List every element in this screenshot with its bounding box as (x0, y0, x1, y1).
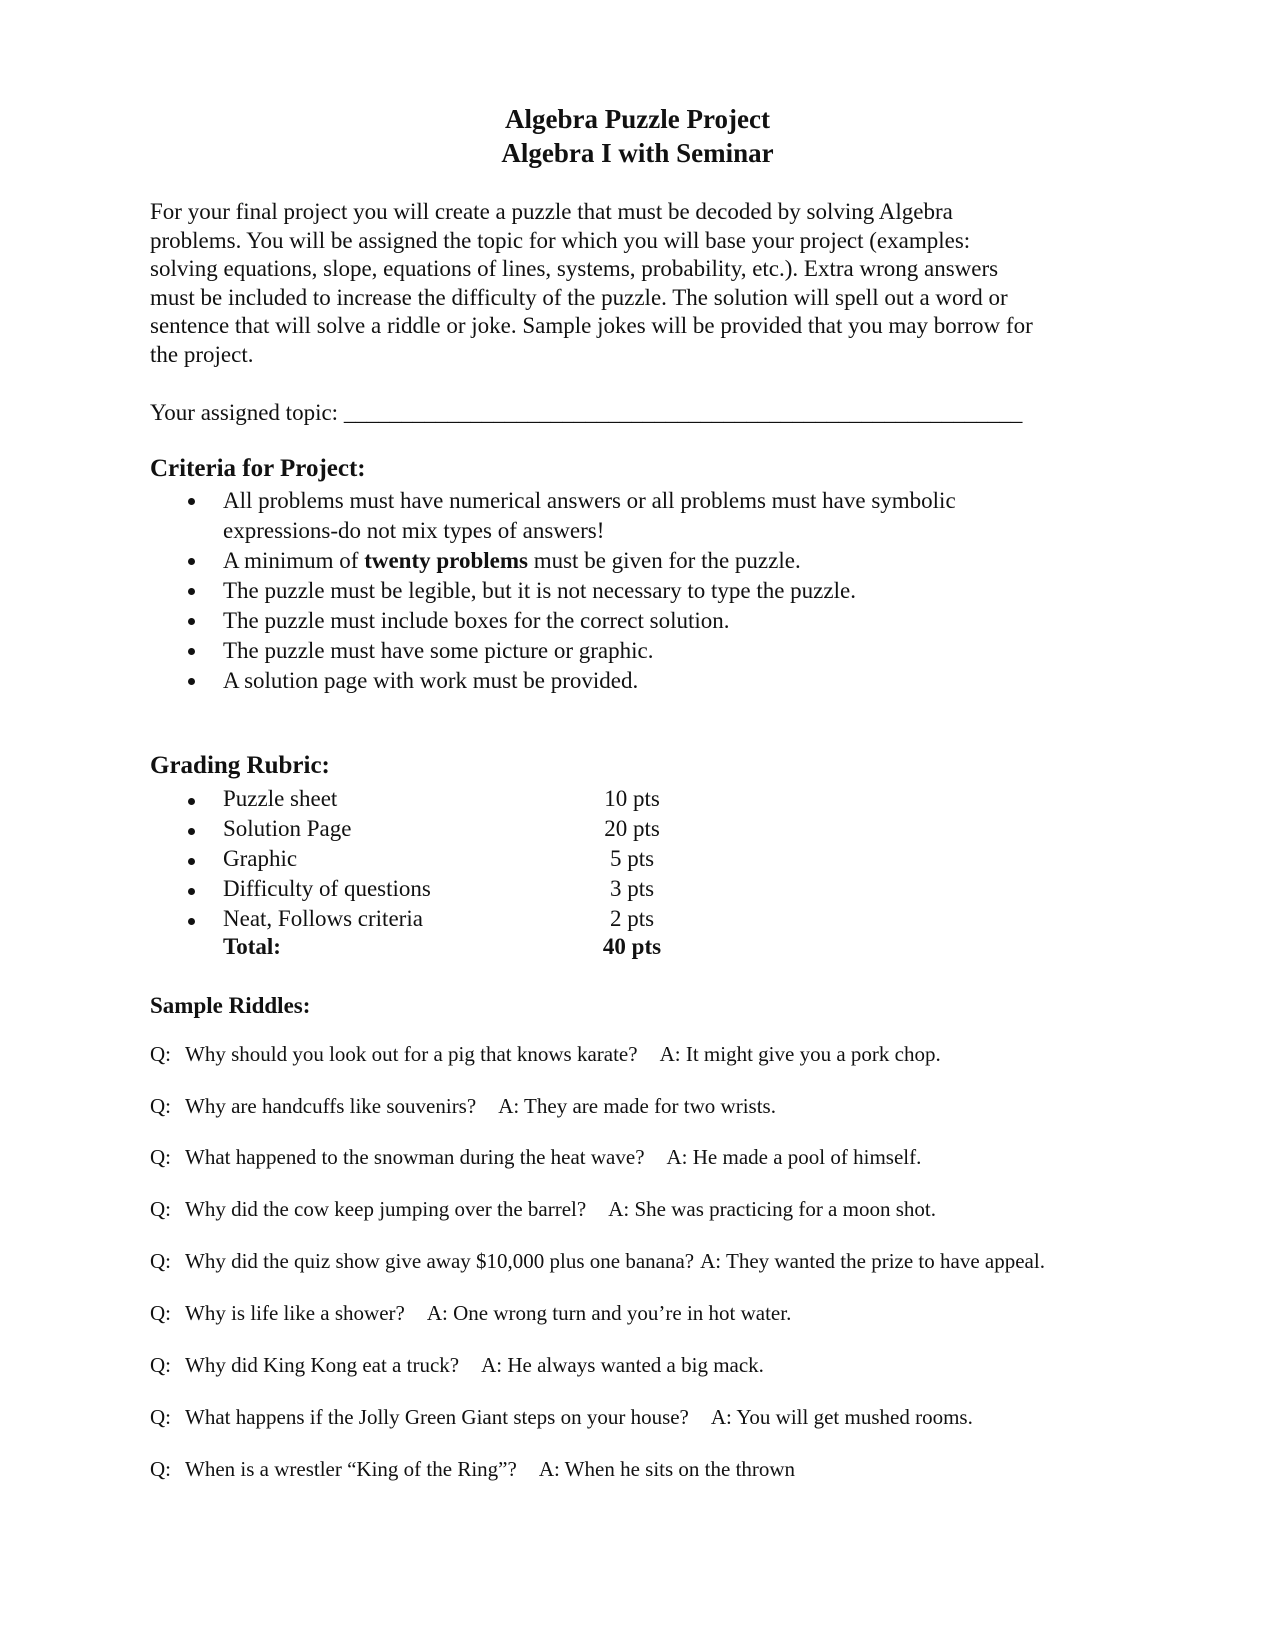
rubric-points: 5 pts (609, 846, 655, 871)
criteria-item: A solution page with work must be provided. (150, 666, 956, 696)
intro-line: the project. (150, 341, 254, 367)
riddle-item: Q: Why did the cow keep jumping over the barrel? A: She was practicing for a moon shot. (150, 1197, 936, 1221)
emphasis-text: twenty problems (364, 548, 528, 573)
intro-line: must be included to increase the difficulty of the puzzle. The solution will spell out a word or (150, 284, 1008, 310)
rubric-item: Difficulty of questions (223, 876, 431, 901)
riddle-question: Why should you look out for a pig that knows karate? (185, 1042, 638, 1066)
riddle-question: Why are handcuffs like souvenirs? (185, 1094, 477, 1118)
criteria-item: The puzzle must include boxes for the correct solution. (150, 606, 956, 636)
bullet-icon (188, 858, 195, 865)
riddle-answer: A: You will get mushed rooms. (710, 1405, 973, 1429)
riddle-answer: A: One wrong turn and you’re in hot water. (426, 1301, 792, 1325)
riddle-answer: A: They are made for two wrists. (498, 1094, 776, 1118)
assigned-topic-label: Your assigned topic: (150, 400, 339, 425)
assigned-topic-line (150, 400, 1022, 426)
rubric-row (150, 816, 710, 846)
riddle-answer: A: It might give you a pork chop. (659, 1042, 941, 1066)
rubric-points: 10 pts (604, 786, 660, 811)
rubric-points: 2 pts (609, 906, 655, 931)
rubric-row (150, 786, 710, 816)
bullet-icon (188, 618, 195, 625)
riddle-item: Q: Why is life like a shower? A: One wrong turn and you’re in hot water. (150, 1301, 792, 1325)
riddle-question: Why is life like a shower? (185, 1301, 405, 1325)
riddle-answer: A: He made a pool of himself. (666, 1145, 922, 1169)
rubric-row (150, 876, 710, 906)
assigned-topic-blank: ___________________________________________________________ (343, 400, 1023, 425)
page-title: Algebra Puzzle Project (505, 104, 770, 134)
riddle-item: Q: What happens if the Jolly Green Giant steps on your house? A: You will get mushed rooms. (150, 1405, 973, 1429)
rubric-item: Solution Page (223, 816, 352, 841)
bullet-icon (188, 648, 195, 655)
page-subtitle: Algebra I with Seminar (501, 138, 774, 168)
intro-line: solving equations, slope, equations of lines, systems, probability, etc.). Extra wrong answers (150, 256, 999, 282)
riddle-item: Q: What happened to the snowman during the heat wave? A: He made a pool of himself. (150, 1145, 922, 1169)
criteria-item: The puzzle must be legible, but it is not necessary to type the puzzle. (150, 576, 956, 606)
rubric-item: Neat, Follows criteria (223, 906, 423, 931)
riddle-answer: A: When he sits on the thrown (538, 1457, 796, 1481)
riddle-item: Q: Why did King Kong eat a truck? A: He always wanted a big mack. (150, 1353, 764, 1377)
riddle-question: Why did King Kong eat a truck? (185, 1353, 460, 1377)
intro-line: problems. You will be assigned the topic for which you will base your project (examples: (150, 227, 971, 253)
riddle-answer: A: They wanted the prize to have appeal. (700, 1249, 1045, 1273)
riddle-item: Q: When is a wrestler “King of the Ring”? A: When he sits on the thrown (150, 1457, 796, 1481)
bullet-icon (188, 678, 195, 685)
rubric-points: 20 pts (604, 816, 660, 841)
riddle-item: Q: Why should you look out for a pig that knows karate? A: It might give you a pork chop. (150, 1042, 941, 1066)
criteria-list (150, 486, 956, 696)
riddle-question: What happened to the snowman during the heat wave? (185, 1145, 645, 1169)
riddle-item: Q: Why are handcuffs like souvenirs? A: They are made for two wrists. (150, 1094, 776, 1118)
criteria-heading: Criteria for Project: (150, 455, 366, 482)
criteria-item: A minimum of twenty problems must be given for the puzzle. (150, 546, 956, 576)
rubric-row (150, 906, 710, 936)
riddle-question: Why did the cow keep jumping over the barrel? (185, 1197, 587, 1221)
intro-line: For your final project you will create a puzzle that must be decoded by solving Algebra (150, 199, 953, 224)
bullet-icon (188, 888, 195, 895)
bullet-icon (188, 828, 195, 835)
bullet-icon (188, 918, 195, 925)
bullet-icon (188, 498, 195, 505)
intro-paragraph (150, 198, 1140, 370)
rubric-total-label: Total: (223, 934, 281, 959)
intro-line: sentence that will solve a riddle or joke. Sample jokes will be provided that you may borrow for (150, 313, 1033, 339)
riddle-item: Q: Why did the quiz show give away $10,000 plus one banana? A: They wanted the prize to have appeal. (150, 1249, 1045, 1273)
criteria-item: The puzzle must have some picture or graphic. (150, 636, 956, 666)
rubric-total-row (150, 934, 710, 964)
bullet-icon (188, 798, 195, 805)
riddle-question: Why did the quiz show give away $10,000 plus one banana? (185, 1249, 695, 1273)
bullet-icon (188, 558, 195, 565)
riddle-answer: A: She was practicing for a moon shot. (608, 1197, 936, 1221)
criteria-item: All problems must have numerical answers or all problems must have symbolic expressions-do not mix types of answers! (150, 486, 956, 546)
rubric-row (150, 846, 710, 876)
rubric-total-points: 40 pts (602, 934, 662, 959)
riddles-heading: Sample Riddles: (150, 993, 311, 1018)
rubric-item: Graphic (223, 846, 298, 871)
rubric-points: 3 pts (609, 876, 655, 901)
rubric-heading: Grading Rubric: (150, 752, 330, 779)
riddle-question: What happens if the Jolly Green Giant steps on your house? (185, 1405, 689, 1429)
rubric-item: Puzzle sheet (223, 786, 338, 811)
riddle-answer: A: He always wanted a big mack. (481, 1353, 764, 1377)
riddle-question: When is a wrestler “King of the Ring”? (185, 1457, 517, 1481)
bullet-icon (188, 588, 195, 595)
